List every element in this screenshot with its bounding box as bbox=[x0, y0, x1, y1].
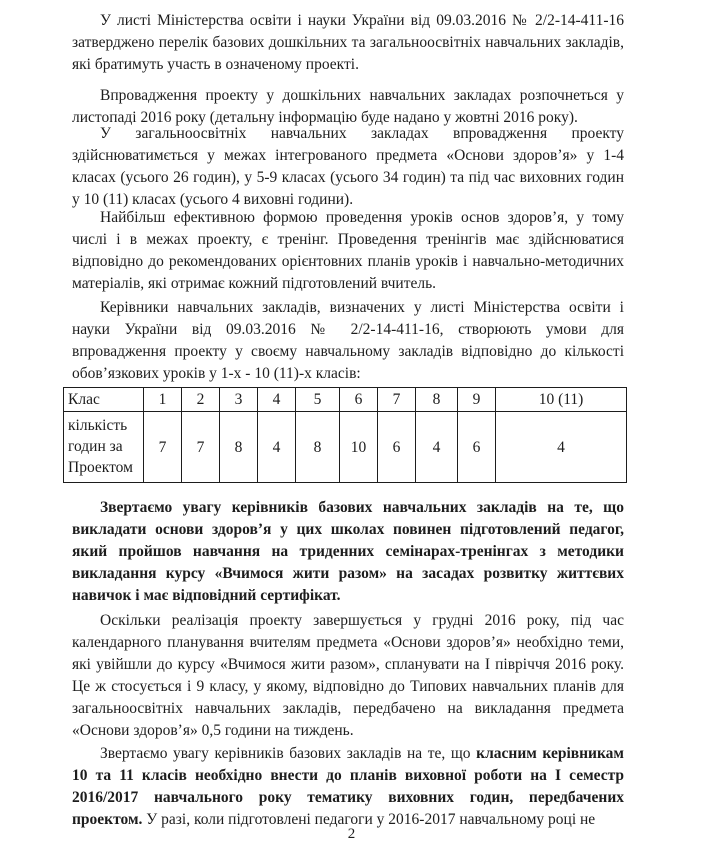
table-hours-row bbox=[64, 412, 627, 483]
class-cell: 7 bbox=[378, 388, 416, 412]
class-teachers-continuation: У разі, коли підготовлені педагоги у 2016-2017 навчальному році не bbox=[142, 811, 596, 828]
paragraph-school-heads: Керівники навчальних закладів, визначених у листі Міністерства освіти і науки України від 09.03.2016 № 2/2-14-411-16, створюють умови для впровадження проекту у своєму навчальному закладів відповідно до кількості обов’язкових уроків у 1-х - 10 (11)-х класів: bbox=[72, 299, 624, 382]
class-cell: 3 bbox=[220, 388, 258, 412]
hours-cell: 6 bbox=[378, 412, 416, 483]
class-cell: 1 bbox=[144, 388, 182, 412]
paragraph-school-implementation: У загальноосвітніх навчальних закладах впровадження проекту здійснюватимється у межах інтегрованого предмета «Основи здоров’я» у 1-4 класах (усього 26 годин), у 5-9 класах (усього 34 годин) та під час виховних годин у 10 (11) класах (усього 4 виховні години). bbox=[72, 125, 624, 208]
hours-cell: 8 bbox=[220, 412, 258, 483]
class-cell: 2 bbox=[182, 388, 220, 412]
table-header-row bbox=[64, 388, 627, 412]
class-cell: 9 bbox=[458, 388, 496, 412]
class-teachers-requirement: класним керівникам 10 та 11 класів необхідно внести до планів виховної роботи на І семестр 2016/2017 навчального року тематику виховних годин, передбачених проектом. bbox=[72, 745, 624, 828]
class-header-label: Клас bbox=[64, 388, 144, 412]
class-cell: 4 bbox=[258, 388, 296, 412]
paragraph-class-teachers bbox=[72, 743, 624, 831]
paragraph-training-form: Найбільш ефективною формою проведення уроків основ здоров’я, у тому числі і в межах проекту, є тренінг. Проведення тренінгів має здійснюватися відповідно до рекомендованих орієнтовних планів уроків і навчально-методичних матеріалів, які отримає кожний підготовлений вчитель. bbox=[72, 209, 624, 292]
hours-cell: 6 bbox=[458, 412, 496, 483]
paragraph-preschool-start: Впровадження проекту у дошкільних навчальних закладах розпочнеться у листопаді 2016 року (детальну інформацію буде надано у жовтні 2016 року). bbox=[72, 87, 624, 126]
hours-cell: 4 bbox=[258, 412, 296, 483]
hours-cell: 7 bbox=[144, 412, 182, 483]
hours-cell: 4 bbox=[496, 412, 627, 483]
paragraph-calendar-planning: Оскільки реалізація проекту завершується у грудні 2016 року, під час календарного планування вчителям предмета «Основи здоров’я» необхідно теми, які увійшли до курсу «Вчимося жити разом», спланувати на І півріччя 2016 року. Це ж стосується і 9 класу, у якому, відповідно до Типових навчальних планів для загальноосвітніх навчальних закладів, передбачено на викладання предмета «Основи здоров’я» 0,5 години на тиждень. bbox=[72, 612, 624, 739]
class-cell: 6 bbox=[340, 388, 378, 412]
paragraph-ministry-letter: У листі Міністерства освіти і науки України від 09.03.2016 № 2/2-14-411-16 затверджено перелік базових дошкільних та загальноосвітніх навчальних закладів, які братимуть участь в означеному проекті. bbox=[72, 12, 624, 73]
class-cell: 5 bbox=[296, 388, 340, 412]
paragraph-certified-teacher: Звертаємо увагу керівників базових навчальних закладів на те, що викладати основи здоров’я у цих школах повинен підготовлений педагог, який пройшов навчання на триденних семінарах-тренінгах з методики викладання курсу «Вчимося жити разом» на засадах розвитку життєвих навичок і має відповідний сертифікат. bbox=[72, 499, 624, 604]
class-teachers-intro: Звертаємо увагу керівників базових закладів на те, що bbox=[100, 745, 477, 762]
hours-cell: 10 bbox=[340, 412, 378, 483]
hours-cell: 8 bbox=[296, 412, 340, 483]
hours-cell: 4 bbox=[416, 412, 458, 483]
hours-row-label: кількість годин за Проектом bbox=[64, 412, 144, 483]
class-cell: 10 (11) bbox=[496, 388, 627, 412]
page-number: 2 bbox=[347, 826, 356, 842]
class-cell: 8 bbox=[416, 388, 458, 412]
hours-cell: 7 bbox=[182, 412, 220, 483]
lesson-hours-table bbox=[63, 387, 627, 483]
